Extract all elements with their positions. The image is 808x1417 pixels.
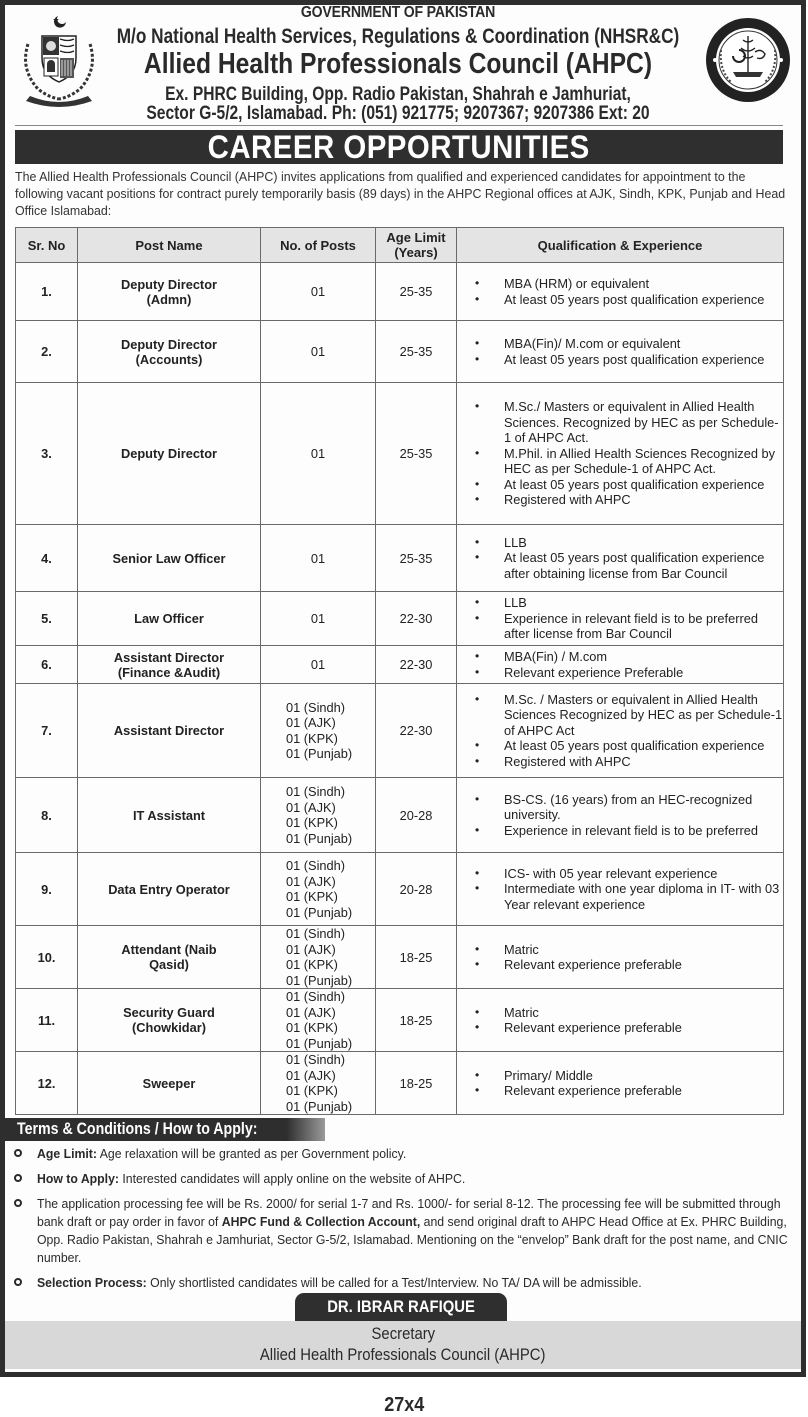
cell-age-limit: 20-28 <box>376 778 457 853</box>
post-name: Assistant Director (Finance &Audit) <box>113 649 225 680</box>
intro-paragraph: The Allied Health Professionals Council (AHPC) invites applications from qualified and experienced candidates for appointment to the following vacant positions for contract purely temporarily basis (89 days) in the AHPC Regional offices at AJK, Sindh, KPK, Punjab and Head Office Islamabad: <box>15 169 786 218</box>
post-name: Assistant Director <box>113 723 225 738</box>
qualification-item: • MBA(Fin)/ M.com or equivalent <box>475 336 783 352</box>
cell-age-limit: 18-25 <box>376 1052 457 1115</box>
cell-sr-no: 4. <box>16 525 78 592</box>
header-qualification: Qualification & Experience <box>457 228 784 263</box>
cell-post-name <box>78 853 261 926</box>
term-text: Only shortlisted candidates will be called for a Test/Interview. No TA/ DA will be admissible. <box>146 1275 642 1290</box>
post-count: 01 (Punjab) <box>286 904 353 920</box>
table-row <box>16 321 784 383</box>
account-name: AHPC Fund & Collection Account, <box>221 1214 421 1229</box>
cell-no-of-posts <box>261 989 376 1052</box>
cell-age-limit: 20-28 <box>376 853 457 926</box>
post-name: Sweeper <box>142 1075 196 1091</box>
post-count: 01 (KPK) <box>286 1020 338 1035</box>
qualification-item: • Registered with AHPC <box>475 492 783 508</box>
cell-post-name <box>78 646 261 684</box>
header <box>0 0 796 125</box>
address-line-2: Sector G-5/2, Islamabad. Ph: (051) 921775; 9207367; 9207386 Ext: 20 <box>146 103 650 124</box>
cell-sr-no: 1. <box>16 263 78 321</box>
bullet-icon <box>14 1199 22 1207</box>
cell-no-of-posts <box>261 926 376 989</box>
table-row <box>16 1052 784 1115</box>
post-count: 01 (Sindh) <box>286 858 346 873</box>
cell-qualification <box>457 646 784 684</box>
banner-title: CAREER OPPORTUNITIES <box>207 129 591 165</box>
qualification-list <box>457 399 783 508</box>
cell-no-of-posts <box>261 525 376 592</box>
cell-sr-no: 12. <box>16 1052 78 1115</box>
cell-no-of-posts <box>261 383 376 525</box>
qualification-item: • Relevant experience preferable <box>475 1083 783 1099</box>
cell-qualification <box>457 525 784 592</box>
cell-sr-no: 5. <box>16 592 78 646</box>
post-count: 01 (AJK) <box>286 873 336 889</box>
qualification-item: • LLB <box>475 595 783 611</box>
cell-post-name <box>78 592 261 646</box>
post-count: 01 (AJK) <box>286 1004 336 1020</box>
cell-qualification <box>457 592 784 646</box>
table-row <box>16 989 784 1052</box>
table-row <box>16 684 784 778</box>
cell-no-of-posts <box>261 646 376 684</box>
cell-age-limit: 18-25 <box>376 989 457 1052</box>
qualification-item: • M.Phil. in Allied Health Sciences Recognized by HEC as per Schedule-1 of AHPC Act. <box>475 446 783 477</box>
signatory-designation: Secretary <box>371 1325 435 1343</box>
qualification-list <box>457 276 783 307</box>
table-header-row <box>16 228 784 263</box>
post-count: 01 (AJK) <box>286 941 336 957</box>
qualification-item: • Experience in relevant field is to be preferred after license from Bar Council <box>475 611 783 642</box>
qualification-list <box>457 866 783 913</box>
table-row <box>16 646 784 684</box>
post-count: 01 (Punjab) <box>286 830 353 846</box>
cell-qualification <box>457 926 784 989</box>
cell-sr-no: 8. <box>16 778 78 853</box>
post-count: 01 (Sindh) <box>286 926 346 941</box>
cell-age-limit: 22-30 <box>376 684 457 778</box>
qualification-list <box>457 792 783 839</box>
bullet-icon <box>14 1278 22 1286</box>
cell-post-name <box>78 1052 261 1115</box>
post-count: 01 (AJK) <box>286 715 336 730</box>
bullet-icon <box>14 1149 22 1157</box>
council-heading: Allied Health Professionals Council (AHPC) <box>143 48 653 80</box>
term-how-to-apply <box>10 1170 790 1188</box>
cell-qualification <box>457 383 784 525</box>
cell-post-name <box>78 926 261 989</box>
cell-sr-no: 6. <box>16 646 78 684</box>
post-name: Security Guard (Chowkidar) <box>123 1005 215 1035</box>
cell-qualification <box>457 321 784 383</box>
term-text: and send original draft to AHPC Head Office at Ex. PHRC Building, Opp. Radio Pakistan, Shahrah e Jamhuriat, Sector G-5/2, Islamabad. Mentioning on the “envelop” Bank draft for the post name, and CNIC number. <box>37 1214 788 1265</box>
header-sr-no: Sr. No <box>16 228 78 263</box>
cell-sr-no: 10. <box>16 926 78 989</box>
cell-no-of-posts <box>261 853 376 926</box>
cell-post-name <box>78 321 261 383</box>
qualification-item: • Experience in relevant field is to be preferred <box>475 823 783 839</box>
qualification-item: • ICS- with 05 year relevant experience <box>475 866 783 882</box>
qualification-item: • Relevant experience Preferable <box>475 665 783 681</box>
header-age-limit <box>376 228 457 263</box>
cell-no-of-posts <box>261 778 376 853</box>
post-count: 01 (Punjab) <box>286 972 353 988</box>
table-row <box>16 778 784 853</box>
post-count: 01 (Sindh) <box>286 784 346 799</box>
qualification-item: • Intermediate with one year diploma in IT- with 03 Year relevant experience <box>475 881 783 912</box>
cell-qualification <box>457 989 784 1052</box>
qualification-item: • Matric <box>475 942 783 958</box>
cell-post-name <box>78 684 261 778</box>
cell-post-name <box>78 989 261 1052</box>
qualification-item: • MBA(Fin) / M.com <box>475 649 783 665</box>
header-divider <box>15 125 783 126</box>
table-row <box>16 263 784 321</box>
term-label: Selection Process: <box>37 1275 147 1290</box>
cell-sr-no: 11. <box>16 989 78 1052</box>
cell-qualification <box>457 263 784 321</box>
qualification-list <box>457 692 783 770</box>
table-row <box>16 525 784 592</box>
cell-post-name <box>78 778 261 853</box>
post-name: Deputy Director <box>121 446 217 461</box>
cell-no-of-posts <box>261 321 376 383</box>
header-post-name: Post Name <box>78 228 261 263</box>
post-count: 01 <box>310 550 326 566</box>
cell-qualification <box>457 684 784 778</box>
post-count: 01 (KPK) <box>286 889 338 904</box>
qualification-item: • MBA (HRM) or equivalent <box>475 276 783 292</box>
bullet-icon <box>14 1174 22 1182</box>
qualification-list <box>457 595 783 642</box>
signatory-name: DR. IBRAR RAFIQUE <box>327 1298 475 1316</box>
post-count: 01 (AJK) <box>286 1067 336 1083</box>
qualification-item: • At least 05 years post qualification experience <box>475 477 783 493</box>
term-age-limit <box>10 1145 790 1163</box>
vacancies-table <box>15 227 784 1115</box>
ad-size-label: 27x4 <box>383 1394 425 1416</box>
qualification-item: • Registered with AHPC <box>475 754 783 770</box>
table-row <box>16 383 784 525</box>
table-row <box>16 926 784 989</box>
post-name: Attendant (Naib Qasid) <box>121 942 217 972</box>
term-selection-process <box>10 1274 790 1292</box>
term-processing-fee <box>10 1195 790 1267</box>
post-count: 01 <box>310 611 326 626</box>
cell-age-limit: 25-35 <box>376 263 457 321</box>
cell-no-of-posts <box>261 684 376 778</box>
qualification-list <box>457 1005 783 1036</box>
cell-post-name <box>78 525 261 592</box>
ministry-heading: M/o National Health Services, Regulations & Coordination (NHSR&C) <box>116 25 680 48</box>
post-count: 01 (Sindh) <box>286 699 346 715</box>
cell-qualification <box>457 778 784 853</box>
signatory-name-tab <box>295 1293 507 1321</box>
qualification-item: • At least 05 years post qualification experience <box>475 352 783 368</box>
post-name: Data Entry Operator <box>108 881 230 897</box>
cell-qualification <box>457 1052 784 1115</box>
cell-post-name <box>78 383 261 525</box>
qualification-list <box>457 942 783 973</box>
post-count: 01 (Punjab) <box>286 1035 353 1051</box>
terms-heading: Terms & Conditions / How to Apply: <box>17 1120 258 1138</box>
post-count: 01 (Sindh) <box>286 989 346 1004</box>
post-name: Deputy Director (Admn) <box>121 276 217 307</box>
qualification-item: • At least 05 years post qualification experience <box>475 292 783 308</box>
signatory-band <box>5 1321 801 1369</box>
cell-sr-no: 3. <box>16 383 78 525</box>
post-count: 01 (AJK) <box>286 799 336 815</box>
post-count: 01 <box>310 446 326 461</box>
post-count: 01 (Punjab) <box>286 1098 353 1114</box>
post-count: 01 (KPK) <box>286 957 338 972</box>
term-text: Interested candidates will apply online on the website of AHPC. <box>118 1171 466 1186</box>
term-text-pre: The application processing fee will be Rs. 2000/ for serial 1-7 and Rs. 1000/- for serial 8-12. The processing fee will be submitted through bank draft or pay order in favor of <box>37 1196 781 1229</box>
post-count: 01 <box>310 344 326 359</box>
cell-age-limit: 25-35 <box>376 321 457 383</box>
cell-age-limit: 18-25 <box>376 926 457 989</box>
qualification-item: • Relevant experience preferable <box>475 1020 783 1036</box>
cell-sr-no: 7. <box>16 684 78 778</box>
qualification-item: • LLB <box>475 535 783 551</box>
table-row <box>16 592 784 646</box>
post-count: 01 (KPK) <box>286 1083 338 1098</box>
post-name: IT Assistant <box>132 807 206 823</box>
qualification-item: • Primary/ Middle <box>475 1068 783 1084</box>
qualification-list <box>457 535 783 582</box>
address-line-1: Ex. PHRC Building, Opp. Radio Pakistan, Shahrah e Jamhuriat, <box>165 84 631 105</box>
post-name: Senior Law Officer <box>112 550 226 566</box>
qualification-item: • M.Sc. / Masters or equivalent in Allied Health Sciences Recognized by HEC as per Schedule-1 of AHPC Act <box>475 692 783 739</box>
qualification-item: • Relevant experience preferable <box>475 957 783 973</box>
ad-size-code <box>0 1394 808 1417</box>
post-count: 01 (KPK) <box>286 815 338 830</box>
terms-heading-bar <box>5 1118 325 1141</box>
qualification-list <box>457 1068 783 1099</box>
government-heading: GOVERNMENT OF PAKISTAN <box>300 4 496 21</box>
ahpc-seal-icon <box>703 10 793 110</box>
cell-sr-no: 2. <box>16 321 78 383</box>
qualification-item: • At least 05 years post qualification experience <box>475 738 783 754</box>
post-count: 01 <box>310 284 326 299</box>
qualification-list <box>457 336 783 367</box>
post-name: Law Officer <box>134 611 204 626</box>
table-row <box>16 853 784 926</box>
term-label: How to Apply: <box>37 1171 119 1186</box>
cell-age-limit: 22-30 <box>376 592 457 646</box>
qualification-item: • At least 05 years post qualification experience after obtaining license from Bar Council <box>475 550 783 581</box>
cell-age-limit: 22-30 <box>376 646 457 684</box>
header-age-limit-label: Age Limit (Years) <box>386 230 446 260</box>
term-label: Age Limit: <box>37 1146 97 1161</box>
qualification-item: • M.Sc./ Masters or equivalent in Allied Health Sciences. Recognized by HEC as per Schedule-1 of AHPC Act. <box>475 399 783 446</box>
header-no-of-posts: No. of Posts <box>261 228 376 263</box>
signatory-organization: Allied Health Professionals Council (AHPC) <box>260 1346 546 1364</box>
table-body <box>16 263 784 1115</box>
post-count: 01 (Punjab) <box>286 746 353 761</box>
qualification-item: • BS-CS. (16 years) from an HEC-recognized university. <box>475 792 783 823</box>
cell-age-limit: 25-35 <box>376 525 457 592</box>
terms-list <box>10 1145 790 1299</box>
post-count: 01 (Sindh) <box>286 1052 346 1067</box>
qualification-item: • Matric <box>475 1005 783 1021</box>
qualification-list <box>457 649 783 680</box>
cell-post-name <box>78 263 261 321</box>
cell-no-of-posts <box>261 592 376 646</box>
cell-no-of-posts <box>261 263 376 321</box>
career-opportunities-banner <box>15 130 783 164</box>
cell-no-of-posts <box>261 1052 376 1115</box>
post-name: Deputy Director (Accounts) <box>121 336 217 367</box>
cell-qualification <box>457 853 784 926</box>
cell-age-limit: 25-35 <box>376 383 457 525</box>
post-count: 01 <box>310 657 326 672</box>
post-count: 01 (KPK) <box>286 730 338 746</box>
cell-sr-no: 9. <box>16 853 78 926</box>
term-text: Age relaxation will be granted as per Government policy. <box>96 1146 407 1161</box>
